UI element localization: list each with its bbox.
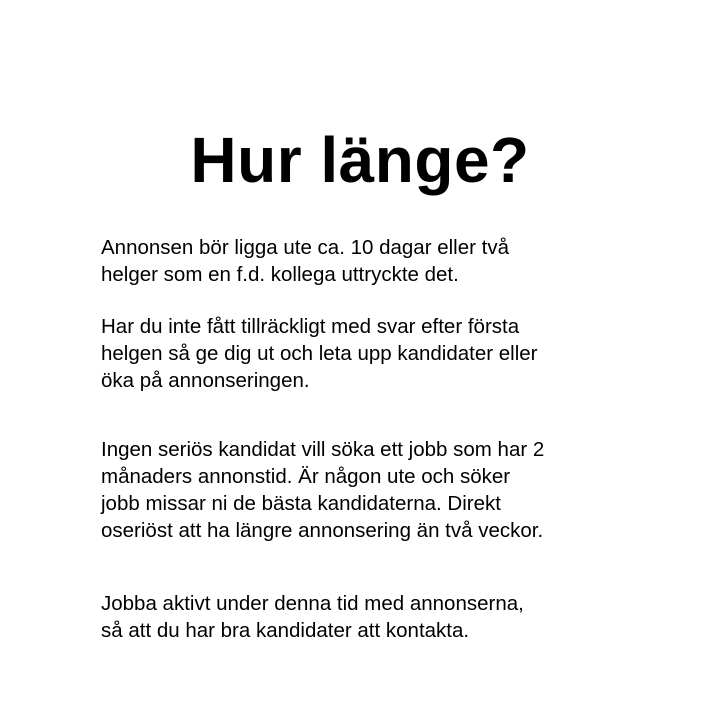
text-line: Annonsen bör ligga ute ca. 10 dagar eller två — [101, 236, 509, 259]
text-line: så att du har bra kandidater att kontakta. — [101, 619, 470, 642]
text-line: Jobba aktivt under denna tid med annonserna, — [101, 592, 524, 615]
paragraph-work-actively — [101, 590, 661, 644]
paragraph-not-enough-responses — [101, 313, 661, 394]
text-line: jobb missar ni de bästa kandidaterna. Direkt — [101, 492, 501, 515]
text-line: Har du inte fått tillräckligt med svar efter första — [101, 315, 520, 338]
text-line: Ingen seriös kandidat vill söka ett jobb som har 2 — [101, 438, 545, 461]
paragraph-serious-candidates — [101, 436, 661, 544]
text-line: helger som en f.d. kollega uttryckte det. — [101, 263, 459, 286]
text-line: oseriöst att ha längre annonsering än två veckor. — [101, 519, 544, 542]
text-line: öka på annonseringen. — [101, 369, 310, 392]
slide-title: Hur länge? — [190, 124, 530, 196]
text-line: helgen så ge dig ut och leta upp kandidater eller — [101, 342, 538, 365]
text-line: månaders annonstid. Är någon ute och söker — [101, 465, 511, 488]
paragraph-ad-duration — [101, 234, 661, 288]
